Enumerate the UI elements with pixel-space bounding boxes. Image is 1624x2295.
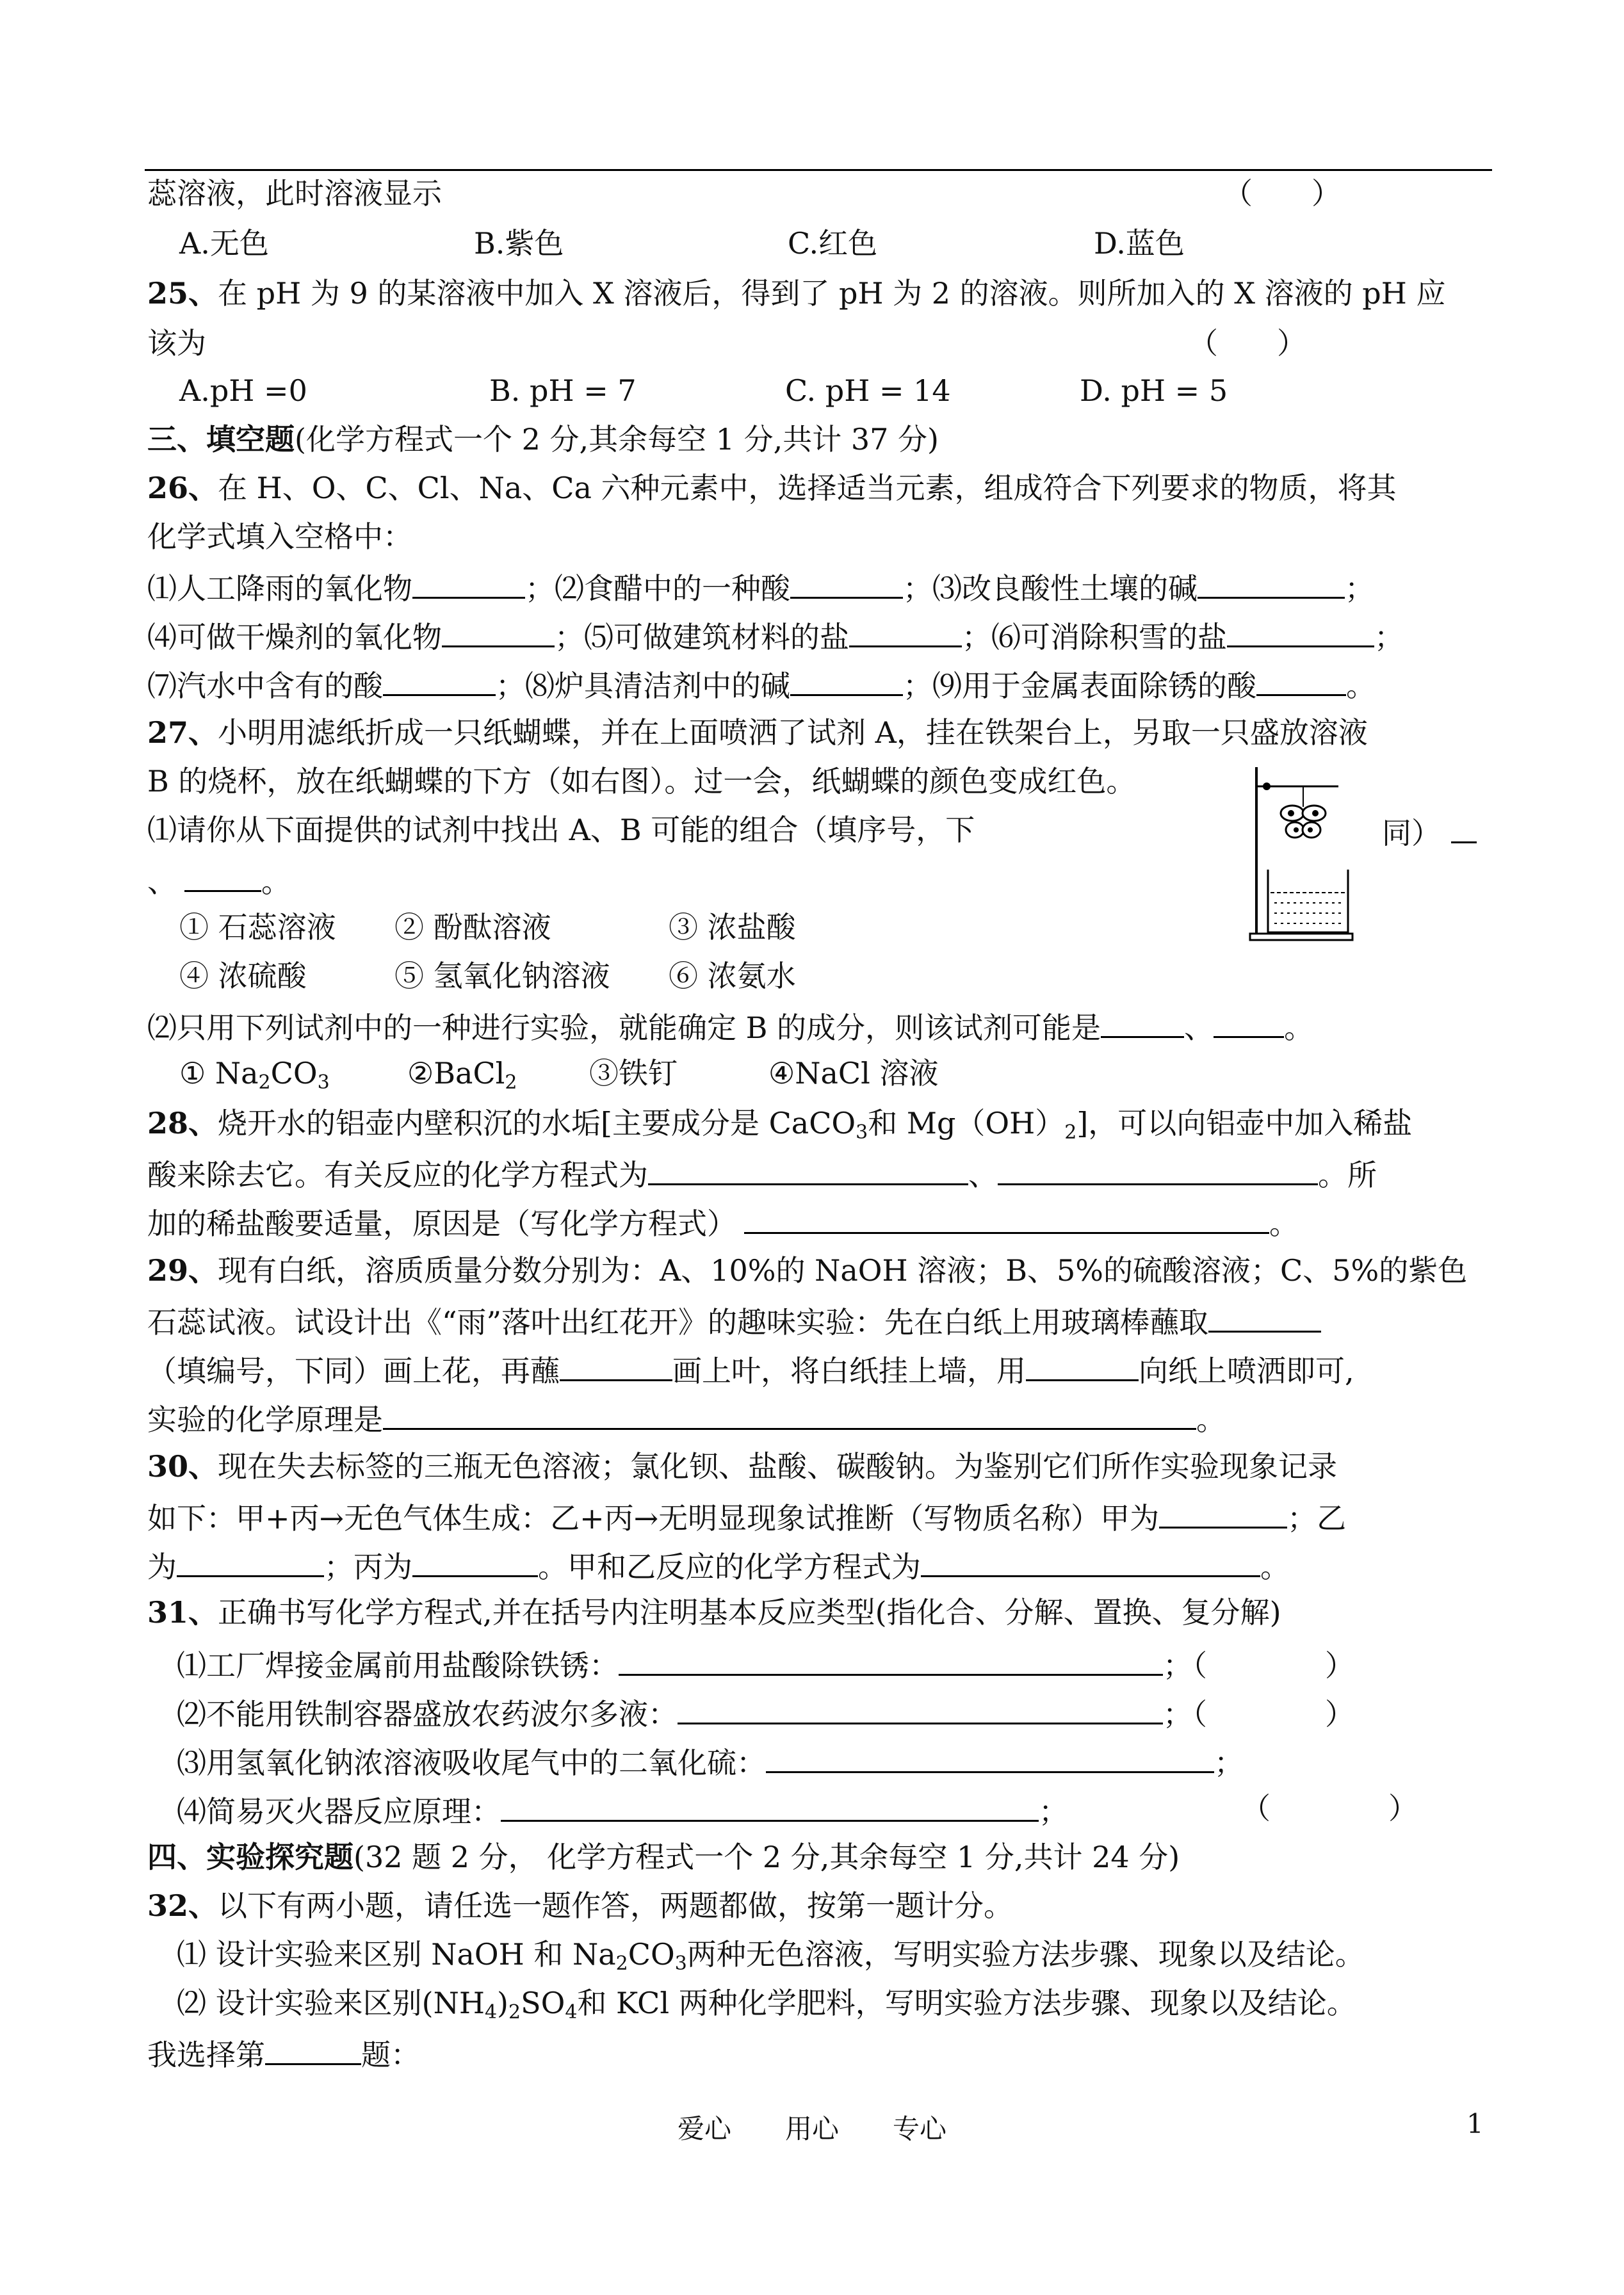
q27-part-1: ⑴请你从下面提供的试剂中找出 A、B 可能的组合（填序号，下	[147, 813, 975, 847]
q24-option-c: C.红色	[788, 226, 878, 261]
test-reagent-3: ③铁钉	[589, 1056, 678, 1091]
blank-11[interactable]	[184, 854, 261, 892]
q28-stem: 28、烧开水的铝壶内壁积沉的水垢[主要成分是 CaCO$_3$和 $Mg(OH)_2$]，可以向铝壶中加入稀盐	[147, 1106, 1413, 1144]
reagent-3: ③ 浓盐酸	[669, 910, 796, 945]
q26-row-3: ⑺汽水中含有的酸 ；⑻炉具清洁剂中的碱 ；⑼用于金属表面除锈的酸 。	[147, 658, 1376, 707]
q27-stem: 27、小明用滤纸折成一只纸蝴蝶，并在上面喷洒了试剂 A，挂在铁架台上，另取一只盛放溶液	[147, 715, 1368, 750]
q25-option-a: A.pH =0	[179, 373, 307, 408]
blank-20[interactable]	[383, 1392, 1196, 1430]
q32-option-1: ⑴ 设计实验来区别 NaOH 和 $Na_2CO_3$两种无色溶液，写明实验方法步骤、现象以及结论。	[177, 1937, 1365, 1975]
blank-5[interactable]	[849, 610, 962, 647]
iron-stand-figure	[1242, 761, 1358, 953]
blank-28[interactable]	[501, 1784, 1039, 1822]
q25-option-d: D. pH = 5	[1080, 373, 1228, 408]
blank-26[interactable]	[678, 1687, 1163, 1724]
q30-stem-cont: 如下：甲+丙→无色气体生成：乙+丙→无明显现象试推断（写物质名称）甲为 ；乙	[147, 1491, 1346, 1539]
q25-option-b: B. pH = 7	[489, 373, 637, 408]
q31-item-4: ⑷简易灭火器反应原理： ；	[177, 1784, 1068, 1833]
page-number: 1	[1466, 2108, 1484, 2139]
blank-23[interactable]	[412, 1539, 538, 1577]
q27-stem-cont: B 的烧杯，放在纸蝴蝶的下方（如右图）。过一会，纸蝴蝶的颜色变成红色。	[147, 764, 1136, 799]
reagent-2: ② 酚酞溶液	[394, 910, 551, 945]
section-4-heading: 四、实验探究题(32 题 2 分， 化学方程式一个 2 分,其余每空 1 分,共计 24 分)	[147, 1840, 1180, 1874]
q30-stem-cont-2: 为 ；丙为 。甲和乙反应的化学方程式为 。	[147, 1539, 1290, 1588]
blank-19[interactable]	[1026, 1343, 1139, 1381]
test-reagent-4: ④NaCl 溶液	[768, 1056, 939, 1091]
test-reagent-1: ① $Na_2CO_3$	[179, 1056, 330, 1094]
blank-29[interactable]	[265, 2027, 361, 2065]
q29-stem-cont-2: （填编号，下同）画上花，再蘸 画上叶，将白纸挂上墙，用 向纸上喷洒即可,	[147, 1343, 1354, 1392]
blank-6[interactable]	[1227, 610, 1374, 647]
section-3-heading: 三、填空题(化学方程式一个 2 分,其余每空 1 分,共计 37 分)	[147, 422, 939, 457]
clamp	[1263, 783, 1271, 790]
q24-continuation: 蕊溶液，此时溶液显示	[147, 176, 442, 211]
q25-stem-cont: 该为	[147, 326, 206, 361]
q31-item-4-bracket: （ ）	[1241, 1791, 1418, 1826]
blank-25[interactable]	[619, 1638, 1163, 1676]
blank-9[interactable]	[1256, 658, 1346, 696]
blank-1[interactable]	[412, 561, 525, 599]
q26-row-2: ⑷可做干燥剂的氧化物 ；⑸可做建筑材料的盐 ；⑹可消除积雪的盐 ；	[147, 610, 1404, 658]
blank-22[interactable]	[177, 1539, 324, 1577]
q30-stem: 30、现在失去标签的三瓶无色溶液；氯化钡、盐酸、碳酸钠。为鉴别它们所作实验现象记录	[147, 1449, 1338, 1484]
blank-10[interactable]	[1451, 806, 1477, 843]
q29-stem-cont-3: 实验的化学原理是 。	[147, 1392, 1226, 1441]
blank-16[interactable]	[744, 1196, 1269, 1234]
q29-stem: 29、现有白纸，溶质质量分数分别为：A、10%的 NaOH 溶液；B、5%的硫酸溶液；C、5%的紫色	[147, 1253, 1468, 1288]
q25-option-c: C. pH = 14	[785, 373, 951, 408]
blank-27[interactable]	[766, 1735, 1214, 1773]
q31-item-3: ⑶用氢氧化钠浓溶液吸收尾气中的二氧化硫： ；	[177, 1735, 1244, 1784]
q27-part-1-end: 同）	[1382, 806, 1477, 854]
q29-stem-cont: 石蕊试液。试设计出《“雨”落叶出红花开》的趣味实验：先在白纸上用玻璃棒蘸取	[147, 1295, 1321, 1343]
q28-stem-cont-2: 加的稀盐酸要适量，原因是（写化学方程式） 。	[147, 1196, 1299, 1245]
q31-stem: 31、正确书写化学方程式,并在括号内注明基本反应类型(指化合、分解、置换、复分解)	[147, 1595, 1281, 1630]
q27-part-1-cont: 、 。	[147, 854, 291, 903]
q24-option-a: A.无色	[179, 226, 269, 261]
q32-stem: 32、以下有两小题，请任选一题作答，两题都做，按第一题计分。	[147, 1888, 1014, 1923]
footer-motto: 爱心 用心 专心	[677, 2113, 946, 2145]
q31-item-1: ⑴工厂焊接金属前用盐酸除铁锈： ；（ ）	[177, 1638, 1354, 1687]
blank-21[interactable]	[1159, 1491, 1287, 1529]
reagent-4: ④ 浓硫酸	[179, 959, 307, 993]
stand-base	[1250, 934, 1352, 940]
blank-15[interactable]	[998, 1148, 1318, 1185]
q25-stem: 25、在 pH 为 9 的某溶液中加入 X 溶液后，得到了 pH 为 2 的溶液。则所加入的 X 溶液的 pH 应	[147, 276, 1446, 311]
q28-stem-cont: 酸来除去它。有关反应的化学方程式为 、 。所	[147, 1148, 1377, 1196]
q26-stem: 26、在 H、O、C、Cl、Na、Ca 六种元素中，选择适当元素，组成符合下列要求的物质，将其	[147, 471, 1397, 505]
reagent-6: ⑥ 浓氨水	[669, 959, 796, 993]
blank-18[interactable]	[560, 1343, 672, 1381]
blank-7[interactable]	[383, 658, 496, 696]
q32-choice: 我选择第 题：	[147, 2027, 420, 2076]
q24-answer-bracket: （ ）	[1223, 176, 1341, 211]
blank-4[interactable]	[442, 610, 555, 647]
blank-8[interactable]	[790, 658, 903, 696]
blank-3[interactable]	[1198, 561, 1345, 599]
q26-stem-cont: 化学式填入空格中：	[147, 519, 412, 554]
reagent-1: ① 石蕊溶液	[179, 910, 336, 945]
blank-2[interactable]	[790, 561, 903, 599]
blank-17[interactable]	[1208, 1295, 1321, 1333]
q32-option-2: ⑵ 设计实验来区别$(NH_4)_2SO_4$和 KCl 两种化学肥料，写明实验方法步骤、现象以及结论。	[177, 1986, 1356, 2023]
q25-answer-bracket: （ ）	[1189, 326, 1306, 361]
blank-12[interactable]	[1101, 1000, 1184, 1038]
reagent-5: ⑤ 氢氧化钠溶液	[394, 959, 610, 993]
blank-14[interactable]	[648, 1148, 968, 1185]
test-reagent-2: ②BaCl$_2$	[407, 1056, 517, 1094]
q31-item-2: ⑵不能用铁制容器盛放农药波尔多液： ；（ ）	[177, 1687, 1354, 1735]
q24-option-b: B.紫色	[474, 226, 564, 261]
q27-part-2: ⑵只用下列试剂中的一种进行实验，就能确定 B 的成分，则该试剂可能是 、 。	[147, 1000, 1313, 1049]
blank-24[interactable]	[921, 1539, 1260, 1577]
blank-13[interactable]	[1214, 1000, 1284, 1038]
q24-option-d: D.蓝色	[1094, 226, 1185, 261]
q26-row-1: ⑴人工降雨的氧化物 ；⑵食醋中的一种酸 ；⑶改良酸性土壤的碱 ；	[147, 561, 1374, 610]
